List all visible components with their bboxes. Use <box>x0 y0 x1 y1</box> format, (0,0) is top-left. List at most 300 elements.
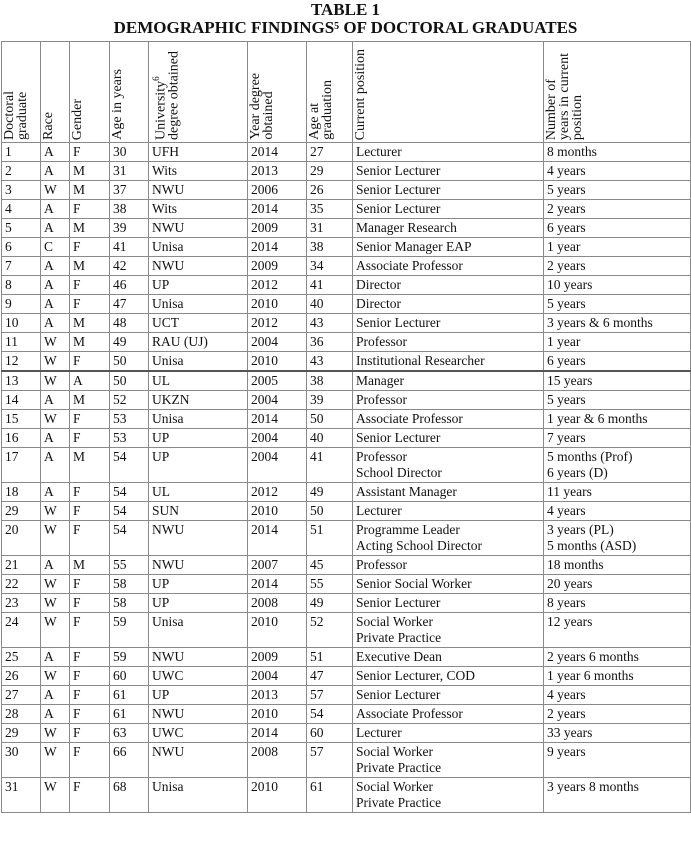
cell-year-obtained: 2009 <box>248 648 307 667</box>
cell-age: 61 <box>110 705 149 724</box>
title-text: DEMOGRAPHIC FINDINGS <box>113 18 335 37</box>
cell-gender: F <box>70 276 110 295</box>
cell-gender: F <box>70 295 110 314</box>
cell-race: A <box>41 556 70 575</box>
cell-race: A <box>41 143 70 162</box>
table-row <box>2 778 691 813</box>
years-in-position-line: 4 years <box>547 163 586 178</box>
table-row <box>2 162 691 181</box>
table-row <box>2 276 691 295</box>
cell-race: A <box>41 391 70 410</box>
cell-year-obtained: 2010 <box>248 352 307 372</box>
cell-years-in-position <box>544 276 691 295</box>
cell-university: UKZN <box>149 391 248 410</box>
cell-year-obtained: 2014 <box>248 200 307 219</box>
col-header-age-graduation: Age at graduation <box>307 42 353 143</box>
cell-age: 59 <box>110 613 149 648</box>
current-position-line: Manager <box>356 373 404 388</box>
cell-race: A <box>41 648 70 667</box>
cell-current-position <box>353 613 544 648</box>
cell-graduate-id: 25 <box>2 648 41 667</box>
cell-gender: F <box>70 648 110 667</box>
cell-gender: M <box>70 314 110 333</box>
cell-current-position <box>353 724 544 743</box>
cell-university: Unisa <box>149 778 248 813</box>
cell-gender: F <box>70 743 110 778</box>
table-row <box>2 743 691 778</box>
cell-race: W <box>41 333 70 352</box>
cell-year-obtained: 2013 <box>248 686 307 705</box>
cell-graduate-id: 24 <box>2 613 41 648</box>
cell-current-position <box>353 556 544 575</box>
cell-age: 47 <box>110 295 149 314</box>
col-header-age: Age in years <box>110 42 149 143</box>
cell-year-obtained: 2012 <box>248 483 307 502</box>
cell-current-position <box>353 686 544 705</box>
years-in-position-line: 7 years <box>547 430 586 445</box>
years-in-position-line: 5 years <box>547 182 586 197</box>
current-position-line: Professor <box>356 449 407 464</box>
cell-graduate-id: 2 <box>2 162 41 181</box>
cell-graduate-id: 27 <box>2 686 41 705</box>
years-in-position-line: 4 years <box>547 503 586 518</box>
cell-university: Unisa <box>149 295 248 314</box>
cell-age-at-graduation: 57 <box>307 686 353 705</box>
cell-year-obtained: 2010 <box>248 295 307 314</box>
col-header-gender: Gender <box>70 42 110 143</box>
cell-graduate-id: 29 <box>2 502 41 521</box>
cell-age: 52 <box>110 391 149 410</box>
table-row <box>2 613 691 648</box>
cell-years-in-position <box>544 743 691 778</box>
cell-years-in-position <box>544 371 691 391</box>
years-in-position-line: 20 years <box>547 576 593 591</box>
current-position-line: Director <box>356 277 401 292</box>
cell-years-in-position <box>544 686 691 705</box>
current-position-line: Private Practice <box>356 630 442 645</box>
current-position-line: Lecturer <box>356 144 402 159</box>
cell-years-in-position <box>544 429 691 448</box>
cell-current-position <box>353 483 544 502</box>
years-in-position-line: 10 years <box>547 277 593 292</box>
cell-years-in-position <box>544 448 691 483</box>
cell-graduate-id: 18 <box>2 483 41 502</box>
cell-age-at-graduation: 55 <box>307 575 353 594</box>
cell-gender: M <box>70 257 110 276</box>
cell-age: 54 <box>110 502 149 521</box>
cell-current-position <box>353 162 544 181</box>
cell-current-position <box>353 200 544 219</box>
cell-university: UP <box>149 686 248 705</box>
cell-years-in-position <box>544 410 691 429</box>
years-in-position-line: 5 months (ASD) <box>547 538 637 553</box>
cell-current-position <box>353 257 544 276</box>
cell-gender: M <box>70 448 110 483</box>
cell-years-in-position <box>544 314 691 333</box>
cell-current-position <box>353 219 544 238</box>
table-row <box>2 556 691 575</box>
current-position-line: Associate Professor <box>356 706 463 721</box>
cell-university: UL <box>149 371 248 391</box>
cell-current-position <box>353 143 544 162</box>
cell-gender: F <box>70 352 110 372</box>
years-in-position-line: 5 years <box>547 296 586 311</box>
cell-current-position <box>353 181 544 200</box>
years-in-position-line: 1 year 6 months <box>547 668 634 683</box>
cell-years-in-position <box>544 483 691 502</box>
cell-university: Unisa <box>149 613 248 648</box>
cell-year-obtained: 2010 <box>248 705 307 724</box>
current-position-line: Senior Lecturer <box>356 163 441 178</box>
table-row <box>2 724 691 743</box>
cell-graduate-id: 5 <box>2 219 41 238</box>
years-in-position-line: 1 year & 6 months <box>547 411 648 426</box>
cell-university: UP <box>149 429 248 448</box>
cell-age: 48 <box>110 314 149 333</box>
table-row <box>2 502 691 521</box>
cell-age-at-graduation: 34 <box>307 257 353 276</box>
cell-gender: F <box>70 521 110 556</box>
cell-current-position <box>353 314 544 333</box>
years-in-position-line: 4 years <box>547 687 586 702</box>
cell-age: 55 <box>110 556 149 575</box>
table-row <box>2 575 691 594</box>
cell-year-obtained: 2010 <box>248 613 307 648</box>
cell-year-obtained: 2004 <box>248 391 307 410</box>
current-position-line: Senior Lecturer <box>356 595 441 610</box>
cell-graduate-id: 7 <box>2 257 41 276</box>
cell-gender: F <box>70 502 110 521</box>
cell-current-position <box>353 594 544 613</box>
cell-years-in-position <box>544 667 691 686</box>
cell-graduate-id: 12 <box>2 352 41 372</box>
cell-university: NWU <box>149 705 248 724</box>
table-row <box>2 352 691 372</box>
cell-age-at-graduation: 49 <box>307 483 353 502</box>
table-row <box>2 429 691 448</box>
current-position-line: Director <box>356 296 401 311</box>
cell-age-at-graduation: 50 <box>307 502 353 521</box>
cell-university: NWU <box>149 556 248 575</box>
cell-race: A <box>41 705 70 724</box>
cell-gender: F <box>70 613 110 648</box>
cell-graduate-id: 29 <box>2 724 41 743</box>
current-position-line: Professor <box>356 392 407 407</box>
cell-current-position <box>353 521 544 556</box>
cell-university: NWU <box>149 181 248 200</box>
cell-university: UWC <box>149 724 248 743</box>
cell-graduate-id: 20 <box>2 521 41 556</box>
current-position-line: Professor <box>356 334 407 349</box>
current-position-line: Private Practice <box>356 795 442 810</box>
table-body <box>2 143 691 813</box>
cell-gender: M <box>70 333 110 352</box>
cell-race: A <box>41 219 70 238</box>
current-position-line: Executive Dean <box>356 649 442 664</box>
cell-current-position <box>353 448 544 483</box>
cell-years-in-position <box>544 200 691 219</box>
cell-current-position <box>353 429 544 448</box>
cell-year-obtained: 2014 <box>248 521 307 556</box>
cell-year-obtained: 2014 <box>248 575 307 594</box>
cell-age: 61 <box>110 686 149 705</box>
cell-gender: M <box>70 162 110 181</box>
current-position-line: Senior Lecturer <box>356 430 441 445</box>
cell-university: UL <box>149 483 248 502</box>
table-row <box>2 648 691 667</box>
current-position-line: Senior Social Worker <box>356 576 472 591</box>
table-row <box>2 483 691 502</box>
footnote-ref: 5 <box>334 21 340 32</box>
table-row <box>2 314 691 333</box>
cell-race: A <box>41 314 70 333</box>
cell-race: W <box>41 594 70 613</box>
cell-gender: M <box>70 391 110 410</box>
cell-age: 66 <box>110 743 149 778</box>
cell-gender: M <box>70 219 110 238</box>
cell-race: A <box>41 295 70 314</box>
cell-years-in-position <box>544 391 691 410</box>
cell-gender: M <box>70 556 110 575</box>
cell-graduate-id: 21 <box>2 556 41 575</box>
cell-age: 41 <box>110 238 149 257</box>
cell-age-at-graduation: 52 <box>307 613 353 648</box>
cell-university: NWU <box>149 743 248 778</box>
cell-gender: F <box>70 705 110 724</box>
years-in-position-line: 5 years <box>547 392 586 407</box>
cell-age-at-graduation: 29 <box>307 162 353 181</box>
cell-year-obtained: 2008 <box>248 594 307 613</box>
cell-age: 39 <box>110 219 149 238</box>
cell-race: W <box>41 743 70 778</box>
cell-graduate-id: 26 <box>2 667 41 686</box>
current-position-line: Senior Lecturer, COD <box>356 668 476 683</box>
cell-age-at-graduation: 49 <box>307 594 353 613</box>
current-position-line: Manager Research <box>356 220 457 235</box>
table-row <box>2 257 691 276</box>
cell-graduate-id: 4 <box>2 200 41 219</box>
cell-race: A <box>41 257 70 276</box>
cell-year-obtained: 2014 <box>248 238 307 257</box>
cell-gender: F <box>70 575 110 594</box>
current-position-line: Associate Professor <box>356 258 463 273</box>
cell-age-at-graduation: 38 <box>307 371 353 391</box>
cell-age: 46 <box>110 276 149 295</box>
table-row <box>2 686 691 705</box>
cell-university: NWU <box>149 521 248 556</box>
cell-race: W <box>41 371 70 391</box>
cell-graduate-id: 6 <box>2 238 41 257</box>
cell-year-obtained: 2006 <box>248 181 307 200</box>
cell-university: UP <box>149 594 248 613</box>
cell-graduate-id: 3 <box>2 181 41 200</box>
table-row <box>2 521 691 556</box>
cell-university: Unisa <box>149 238 248 257</box>
current-position-line: Programme Leader <box>356 522 460 537</box>
cell-age-at-graduation: 51 <box>307 648 353 667</box>
cell-gender: F <box>70 667 110 686</box>
cell-current-position <box>353 371 544 391</box>
cell-university: Wits <box>149 200 248 219</box>
cell-current-position <box>353 410 544 429</box>
table-row <box>2 391 691 410</box>
cell-university: Unisa <box>149 352 248 372</box>
cell-gender: F <box>70 410 110 429</box>
cell-gender: F <box>70 778 110 813</box>
years-in-position-line: 2 years 6 months <box>547 649 639 664</box>
cell-race: W <box>41 667 70 686</box>
cell-year-obtained: 2014 <box>248 724 307 743</box>
cell-gender: F <box>70 724 110 743</box>
cell-age: 63 <box>110 724 149 743</box>
cell-year-obtained: 2004 <box>248 667 307 686</box>
cell-graduate-id: 16 <box>2 429 41 448</box>
cell-current-position <box>353 333 544 352</box>
current-position-line: Professor <box>356 557 407 572</box>
years-in-position-line: 1 year <box>547 239 581 254</box>
years-in-position-line: 8 months <box>547 144 597 159</box>
cell-graduate-id: 13 <box>2 371 41 391</box>
cell-race: A <box>41 162 70 181</box>
table-row <box>2 219 691 238</box>
cell-gender: F <box>70 143 110 162</box>
cell-graduate-id: 9 <box>2 295 41 314</box>
years-in-position-line: 2 years <box>547 258 586 273</box>
cell-race: A <box>41 429 70 448</box>
cell-graduate-id: 31 <box>2 778 41 813</box>
cell-age: 54 <box>110 483 149 502</box>
cell-age: 53 <box>110 410 149 429</box>
cell-current-position <box>353 667 544 686</box>
cell-race: W <box>41 521 70 556</box>
cell-age-at-graduation: 31 <box>307 219 353 238</box>
col-header-current-position: Current position <box>353 42 544 143</box>
cell-race: W <box>41 575 70 594</box>
cell-race: A <box>41 483 70 502</box>
cell-years-in-position <box>544 162 691 181</box>
cell-age-at-graduation: 45 <box>307 556 353 575</box>
cell-current-position <box>353 295 544 314</box>
cell-university: NWU <box>149 257 248 276</box>
col-header-year: Year degree obtained <box>248 42 307 143</box>
cell-university: UP <box>149 575 248 594</box>
cell-race: W <box>41 613 70 648</box>
cell-age: 53 <box>110 429 149 448</box>
cell-age: 60 <box>110 667 149 686</box>
cell-year-obtained: 2007 <box>248 556 307 575</box>
current-position-line: Senior Manager EAP <box>356 239 472 254</box>
cell-age: 58 <box>110 594 149 613</box>
cell-age: 42 <box>110 257 149 276</box>
cell-graduate-id: 15 <box>2 410 41 429</box>
cell-university: UCT <box>149 314 248 333</box>
cell-age-at-graduation: 27 <box>307 143 353 162</box>
cell-graduate-id: 23 <box>2 594 41 613</box>
cell-age: 50 <box>110 352 149 372</box>
table-row <box>2 448 691 483</box>
cell-university: SUN <box>149 502 248 521</box>
cell-year-obtained: 2010 <box>248 502 307 521</box>
cell-age-at-graduation: 39 <box>307 391 353 410</box>
cell-current-position <box>353 238 544 257</box>
cell-years-in-position <box>544 778 691 813</box>
current-position-line: Assistant Manager <box>356 484 457 499</box>
years-in-position-line: 2 years <box>547 201 586 216</box>
cell-year-obtained: 2013 <box>248 162 307 181</box>
years-in-position-line: 9 years <box>547 744 586 759</box>
cell-year-obtained: 2005 <box>248 371 307 391</box>
cell-year-obtained: 2010 <box>248 778 307 813</box>
cell-years-in-position <box>544 705 691 724</box>
cell-year-obtained: 2009 <box>248 219 307 238</box>
cell-gender: M <box>70 181 110 200</box>
cell-graduate-id: 14 <box>2 391 41 410</box>
cell-race: W <box>41 502 70 521</box>
cell-age-at-graduation: 35 <box>307 200 353 219</box>
cell-university: NWU <box>149 648 248 667</box>
table-row <box>2 371 691 391</box>
cell-year-obtained: 2012 <box>248 314 307 333</box>
table-row <box>2 667 691 686</box>
cell-graduate-id: 10 <box>2 314 41 333</box>
cell-university: Unisa <box>149 410 248 429</box>
current-position-line: Social Worker <box>356 614 434 629</box>
cell-race: W <box>41 410 70 429</box>
header-row <box>2 42 691 143</box>
cell-age-at-graduation: 60 <box>307 724 353 743</box>
cell-gender: F <box>70 483 110 502</box>
table-row <box>2 333 691 352</box>
title-text-end: OF DOCTORAL GRADUATES <box>339 18 578 37</box>
cell-years-in-position <box>544 521 691 556</box>
cell-gender: F <box>70 238 110 257</box>
table-row <box>2 143 691 162</box>
years-in-position-line: 12 years <box>547 614 593 629</box>
cell-years-in-position <box>544 295 691 314</box>
col-header-doctoral-graduate: Doctoral graduate <box>2 42 41 143</box>
years-in-position-line: 11 years <box>547 484 592 499</box>
cell-race: A <box>41 448 70 483</box>
cell-current-position <box>353 778 544 813</box>
cell-university: NWU <box>149 219 248 238</box>
cell-age-at-graduation: 41 <box>307 448 353 483</box>
cell-race: A <box>41 276 70 295</box>
cell-age-at-graduation: 54 <box>307 705 353 724</box>
table-row <box>2 181 691 200</box>
cell-age: 58 <box>110 575 149 594</box>
cell-race: W <box>41 352 70 372</box>
cell-age: 68 <box>110 778 149 813</box>
current-position-line: Lecturer <box>356 503 402 518</box>
cell-current-position <box>353 502 544 521</box>
cell-years-in-position <box>544 333 691 352</box>
cell-age-at-graduation: 40 <box>307 295 353 314</box>
cell-current-position <box>353 352 544 372</box>
cell-gender: F <box>70 429 110 448</box>
cell-age-at-graduation: 50 <box>307 410 353 429</box>
cell-age-at-graduation: 26 <box>307 181 353 200</box>
cell-current-position <box>353 575 544 594</box>
cell-race: W <box>41 724 70 743</box>
table-row <box>2 410 691 429</box>
cell-university: RAU (UJ) <box>149 333 248 352</box>
years-in-position-line: 6 years (D) <box>547 465 608 480</box>
current-position-line: Senior Lecturer <box>356 182 441 197</box>
years-in-position-line: 5 months (Prof) <box>547 449 633 464</box>
cell-graduate-id: 17 <box>2 448 41 483</box>
cell-year-obtained: 2012 <box>248 276 307 295</box>
cell-year-obtained: 2004 <box>248 429 307 448</box>
